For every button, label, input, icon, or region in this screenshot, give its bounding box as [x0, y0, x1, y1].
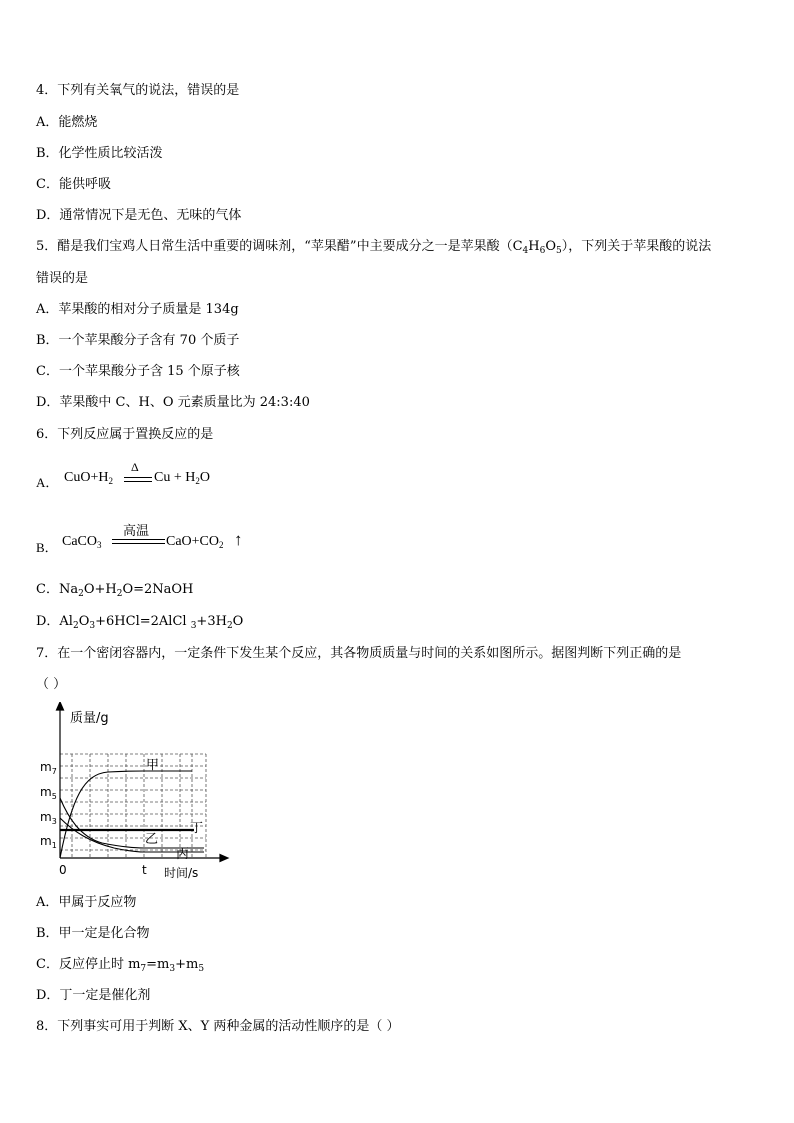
q7-option-c: C．反应停止时 $m_7=m_3+m_5$: [36, 957, 205, 974]
q6-b-gas-arrow: ↑: [234, 530, 243, 549]
q4-option-d: D．通常情况下是无色、无味的气体: [36, 208, 242, 223]
q7-option-d: D．丁一定是催化剂: [36, 988, 151, 1003]
q5-option-d: D．苹果酸中 C、H、O 元素质量比为 24:3:40: [36, 395, 310, 410]
q6-stem: 6．下列反应属于置换反应的是: [36, 427, 214, 442]
q4-option-c: C．能供呼吸: [36, 177, 111, 192]
q6-a-reactants: $CuO+H_2$: [64, 470, 113, 486]
q7-stem: 7．在一个密闭容器内，一定条件下发生某个反应，其各物质质量与时间的关系如图所示。据图判断下列正确的是: [36, 646, 682, 661]
y-tick-m3: $m_3$: [40, 810, 57, 826]
q8-stem: 8．下列事实可用于判断 X、Y 两种金属的活动性顺序的是（ ）: [36, 1019, 400, 1034]
q6-a-equals-sign: [124, 477, 152, 482]
series-label-ding: 丁: [190, 821, 204, 836]
y-tick-m7: $m_7$: [40, 760, 57, 776]
q6-b-reactants: CaCO$_3$: [62, 534, 102, 550]
series-label-bing: 丙: [176, 847, 190, 862]
chart-grid: [60, 754, 206, 858]
q6-b-equals-sign: [112, 539, 165, 544]
y-tick-m5: $m_5$: [40, 785, 57, 801]
q6-option-c: C．$Na_2O+H_2O=2NaOH$: [36, 582, 194, 599]
series-label-jia: 甲: [146, 758, 160, 773]
q5-option-c: C．一个苹果酸分子含 15 个原子核: [36, 364, 240, 379]
y-tick-m1: $m_1$: [40, 834, 57, 850]
q5-stem-line2: 错误的是: [36, 271, 89, 286]
q6-b-condition: 高温: [123, 523, 150, 538]
q6-a-condition: Δ: [131, 460, 139, 474]
q4-option-a: A．能燃烧: [36, 115, 98, 130]
chart-ylabel: 质量/g: [70, 711, 109, 726]
q6-a-products: $Cu + H_2O$: [154, 470, 210, 486]
q7-option-b: B．甲一定是化合物: [36, 926, 150, 941]
q7-answer-paren: （ ）: [36, 677, 67, 692]
q6-option-d: D．$Al_2O_3+6HCl=2AlCl$ $_3+3H_2O$: [36, 614, 244, 631]
q4-stem: 4．下列有关氧气的说法，错误的是: [36, 83, 240, 98]
q5-option-a: A．苹果酸的相对分子质量是 134g: [36, 302, 239, 317]
q7-option-a: A．甲属于反应物: [36, 895, 137, 910]
q6-b-products: $CaO+CO_2$: [166, 534, 224, 550]
x-tick-t: t: [142, 863, 147, 877]
series-label-yi: 乙: [145, 832, 159, 847]
x-tick-0: 0: [59, 863, 67, 877]
series-yi-curve: [60, 798, 204, 848]
q4-option-b: B．化学性质比较活泼: [36, 146, 163, 161]
q7-chart: [36, 702, 236, 882]
chart-xlabel: 时间/s: [164, 866, 199, 880]
q5-option-b: B．一个苹果酸分子含有 70 个质子: [36, 333, 240, 348]
q5-stem-line1: 5．醋是我们宝鸡人日常生活中重要的调味剂，“苹果醋”中主要成分之一是苹果酸$(C_4H_6O_5)$，下列关于苹果酸的说法: [36, 239, 712, 256]
